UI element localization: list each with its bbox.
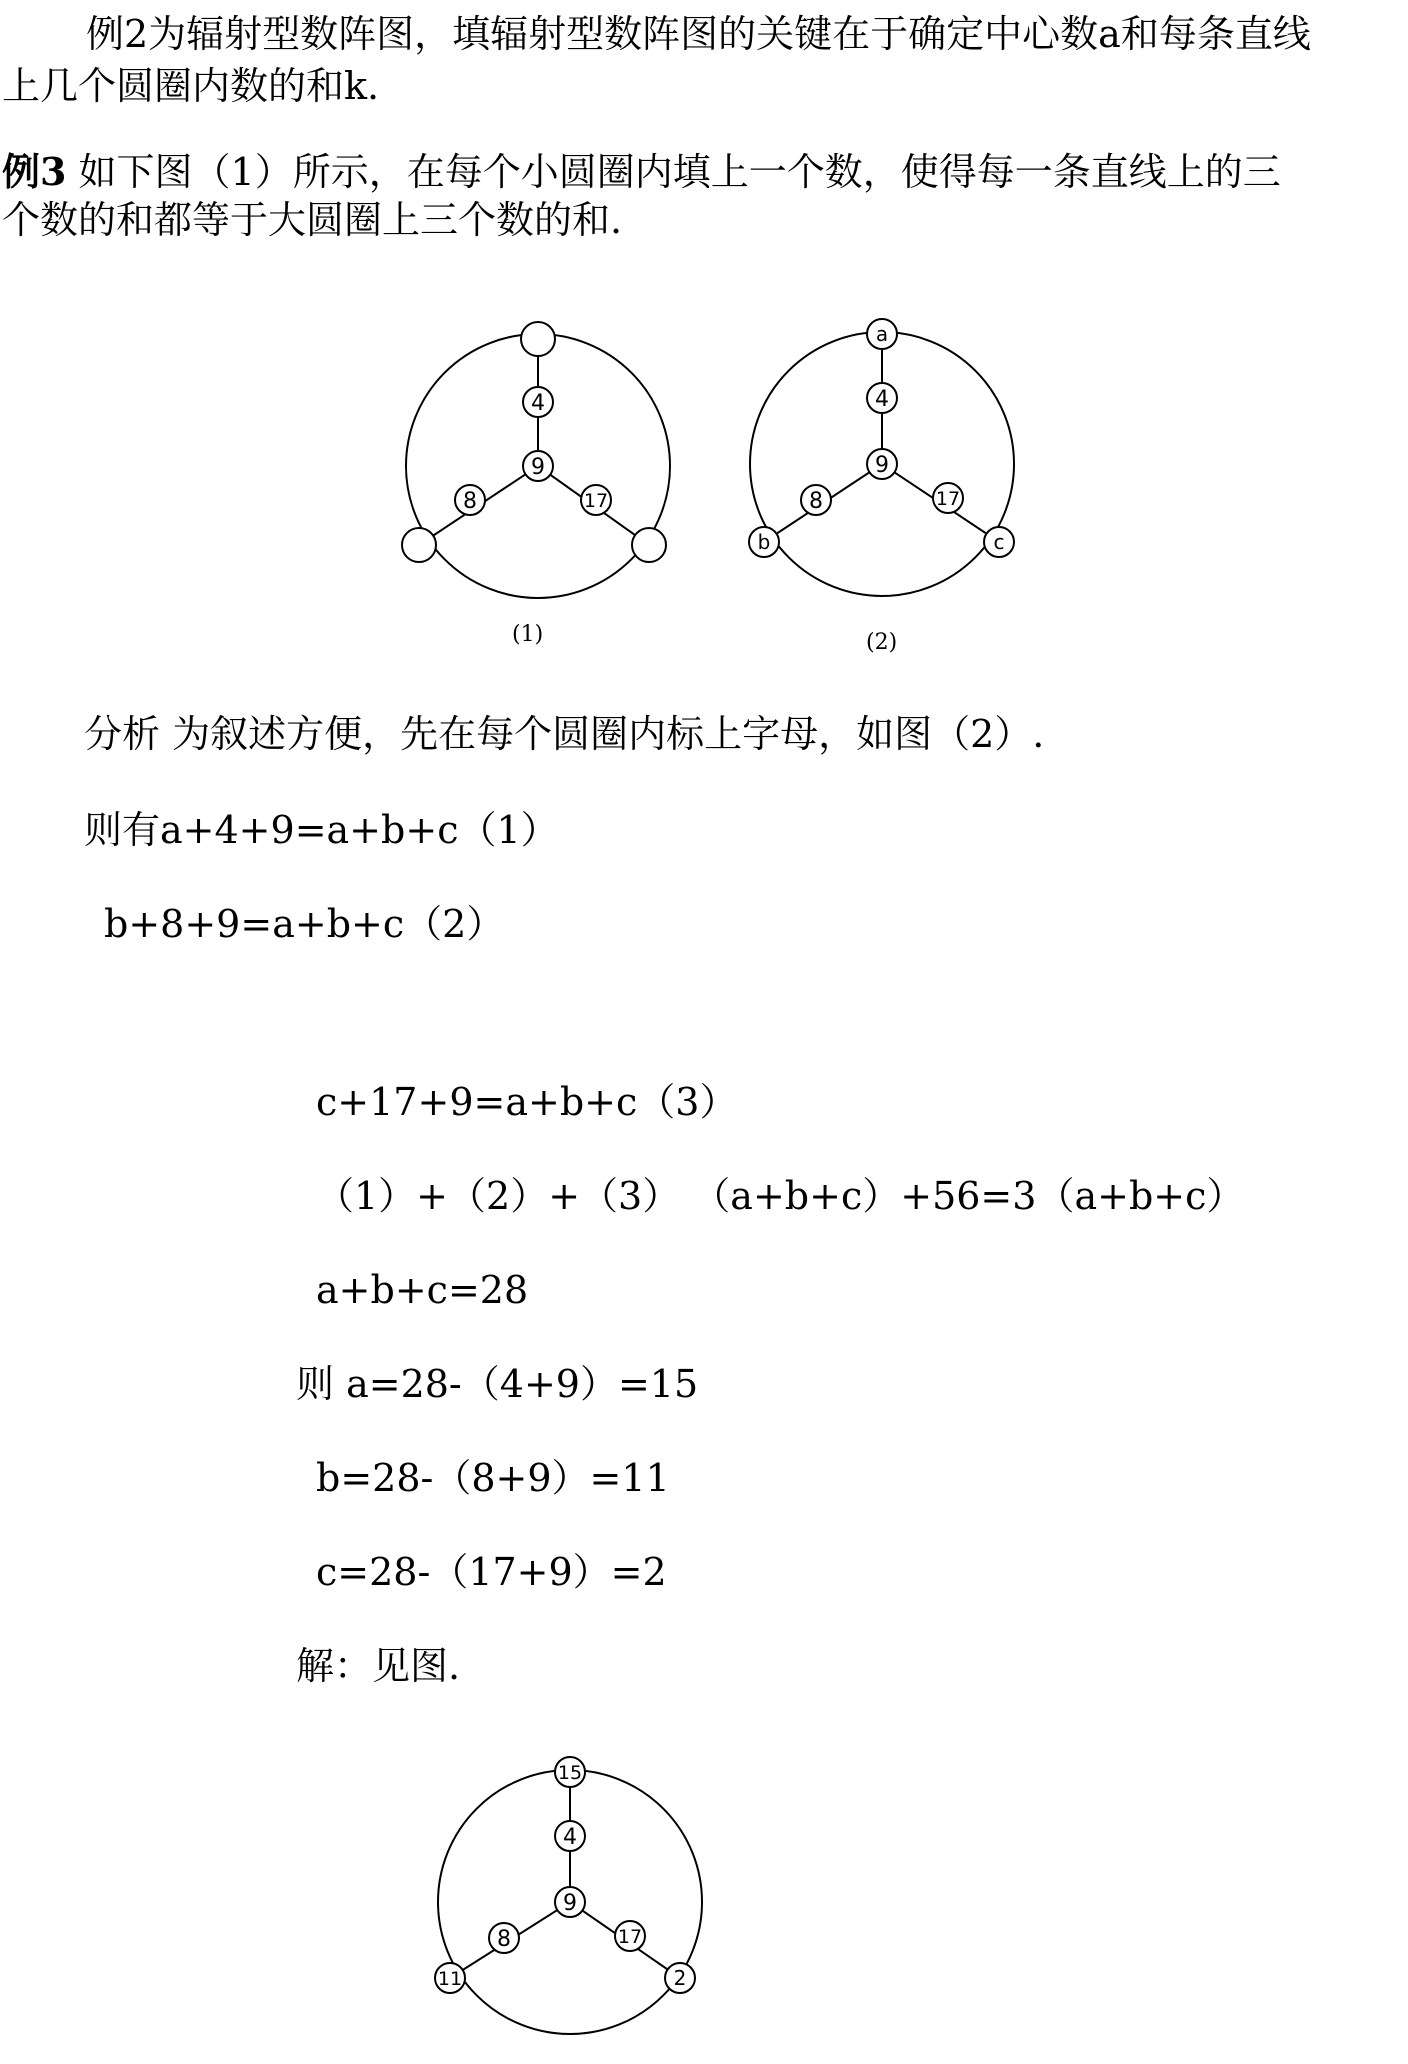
svg-text:17: 17 (583, 490, 609, 512)
answer-text: 解：见图. (296, 1644, 461, 1688)
svg-text:a: a (875, 322, 889, 346)
figure-2-caption: (2) (866, 630, 898, 655)
node-outer-right (984, 527, 1014, 557)
svg-text:17: 17 (935, 488, 961, 510)
example-line-2: 个数的和都等于大圆圈上三个数的和. (2, 198, 623, 242)
node-spoke-top (523, 387, 553, 417)
intro-line-2: 上几个圆圈内数的和k. (2, 64, 380, 108)
example-label: 例3 (2, 149, 67, 194)
node-center (523, 451, 553, 481)
figure-3-diagram (428, 1752, 708, 2064)
equation-1: 则有a+4+9=a+b+c（1） (84, 808, 559, 852)
equation-3: c+17+9=a+b+c（3） (316, 1080, 738, 1124)
node-outer-top (555, 1757, 585, 1787)
node-center (867, 449, 897, 479)
example-text: 如下图（1）所示，在每个小圆圈内填上一个数，使得每一条直线上的三 (66, 150, 1281, 194)
svg-text:8: 8 (497, 1927, 511, 1952)
svg-text:4: 4 (875, 387, 889, 412)
svg-text:15: 15 (557, 1762, 583, 1784)
svg-text:c: c (993, 530, 1005, 554)
example-line-1 (2, 150, 1281, 194)
equation-total: a+b+c=28 (316, 1268, 529, 1312)
svg-text:4: 4 (531, 391, 545, 416)
node-spoke-left (489, 1923, 519, 1953)
figure-2-diagram (746, 312, 1026, 632)
solution-c: c=28-（17+9）=2 (316, 1550, 667, 1594)
svg-text:2: 2 (673, 1966, 687, 1990)
figure-1-caption: (1) (512, 622, 544, 647)
node-spoke-right (933, 483, 963, 513)
svg-text:17: 17 (617, 1926, 643, 1948)
svg-text:9: 9 (563, 1891, 577, 1916)
svg-text:9: 9 (875, 453, 889, 478)
analysis-intro: 分析 为叙述方便，先在每个圆圈内标上字母，如图（2）. (84, 712, 1045, 756)
svg-text:11: 11 (437, 1968, 463, 1990)
node-outer-top (521, 322, 555, 356)
equation-2: b+8+9=a+b+c（2） (104, 902, 505, 946)
solution-b: b=28-（8+9）=11 (316, 1456, 670, 1500)
node-spoke-left (801, 485, 831, 515)
svg-text:b: b (757, 530, 771, 554)
equation-sum: （1）+（2）+（3） （a+b+c）+56=3（a+b+c） (316, 1174, 1245, 1218)
node-outer-left (402, 528, 436, 562)
node-outer-left (435, 1963, 465, 1993)
node-outer-right (665, 1963, 695, 1993)
node-spoke-left (455, 485, 485, 515)
svg-text:8: 8 (809, 489, 823, 514)
node-outer-right (632, 528, 666, 562)
svg-text:9: 9 (531, 455, 545, 480)
node-spoke-top (867, 383, 897, 413)
figure-1-diagram (398, 312, 678, 632)
node-spoke-right (615, 1921, 645, 1951)
svg-text:8: 8 (463, 489, 477, 514)
svg-text:4: 4 (563, 1825, 577, 1850)
node-spoke-right (581, 485, 611, 515)
node-outer-top (867, 319, 897, 349)
node-center (555, 1887, 585, 1917)
node-outer-left (749, 527, 779, 557)
node-spoke-top (555, 1821, 585, 1851)
intro-line-1: 例2为辐射型数阵图，填辐射型数阵图的关键在于确定中心数a和每条直线 (86, 12, 1311, 56)
solution-a: 则 a=28-（4+9）=15 (296, 1362, 699, 1406)
